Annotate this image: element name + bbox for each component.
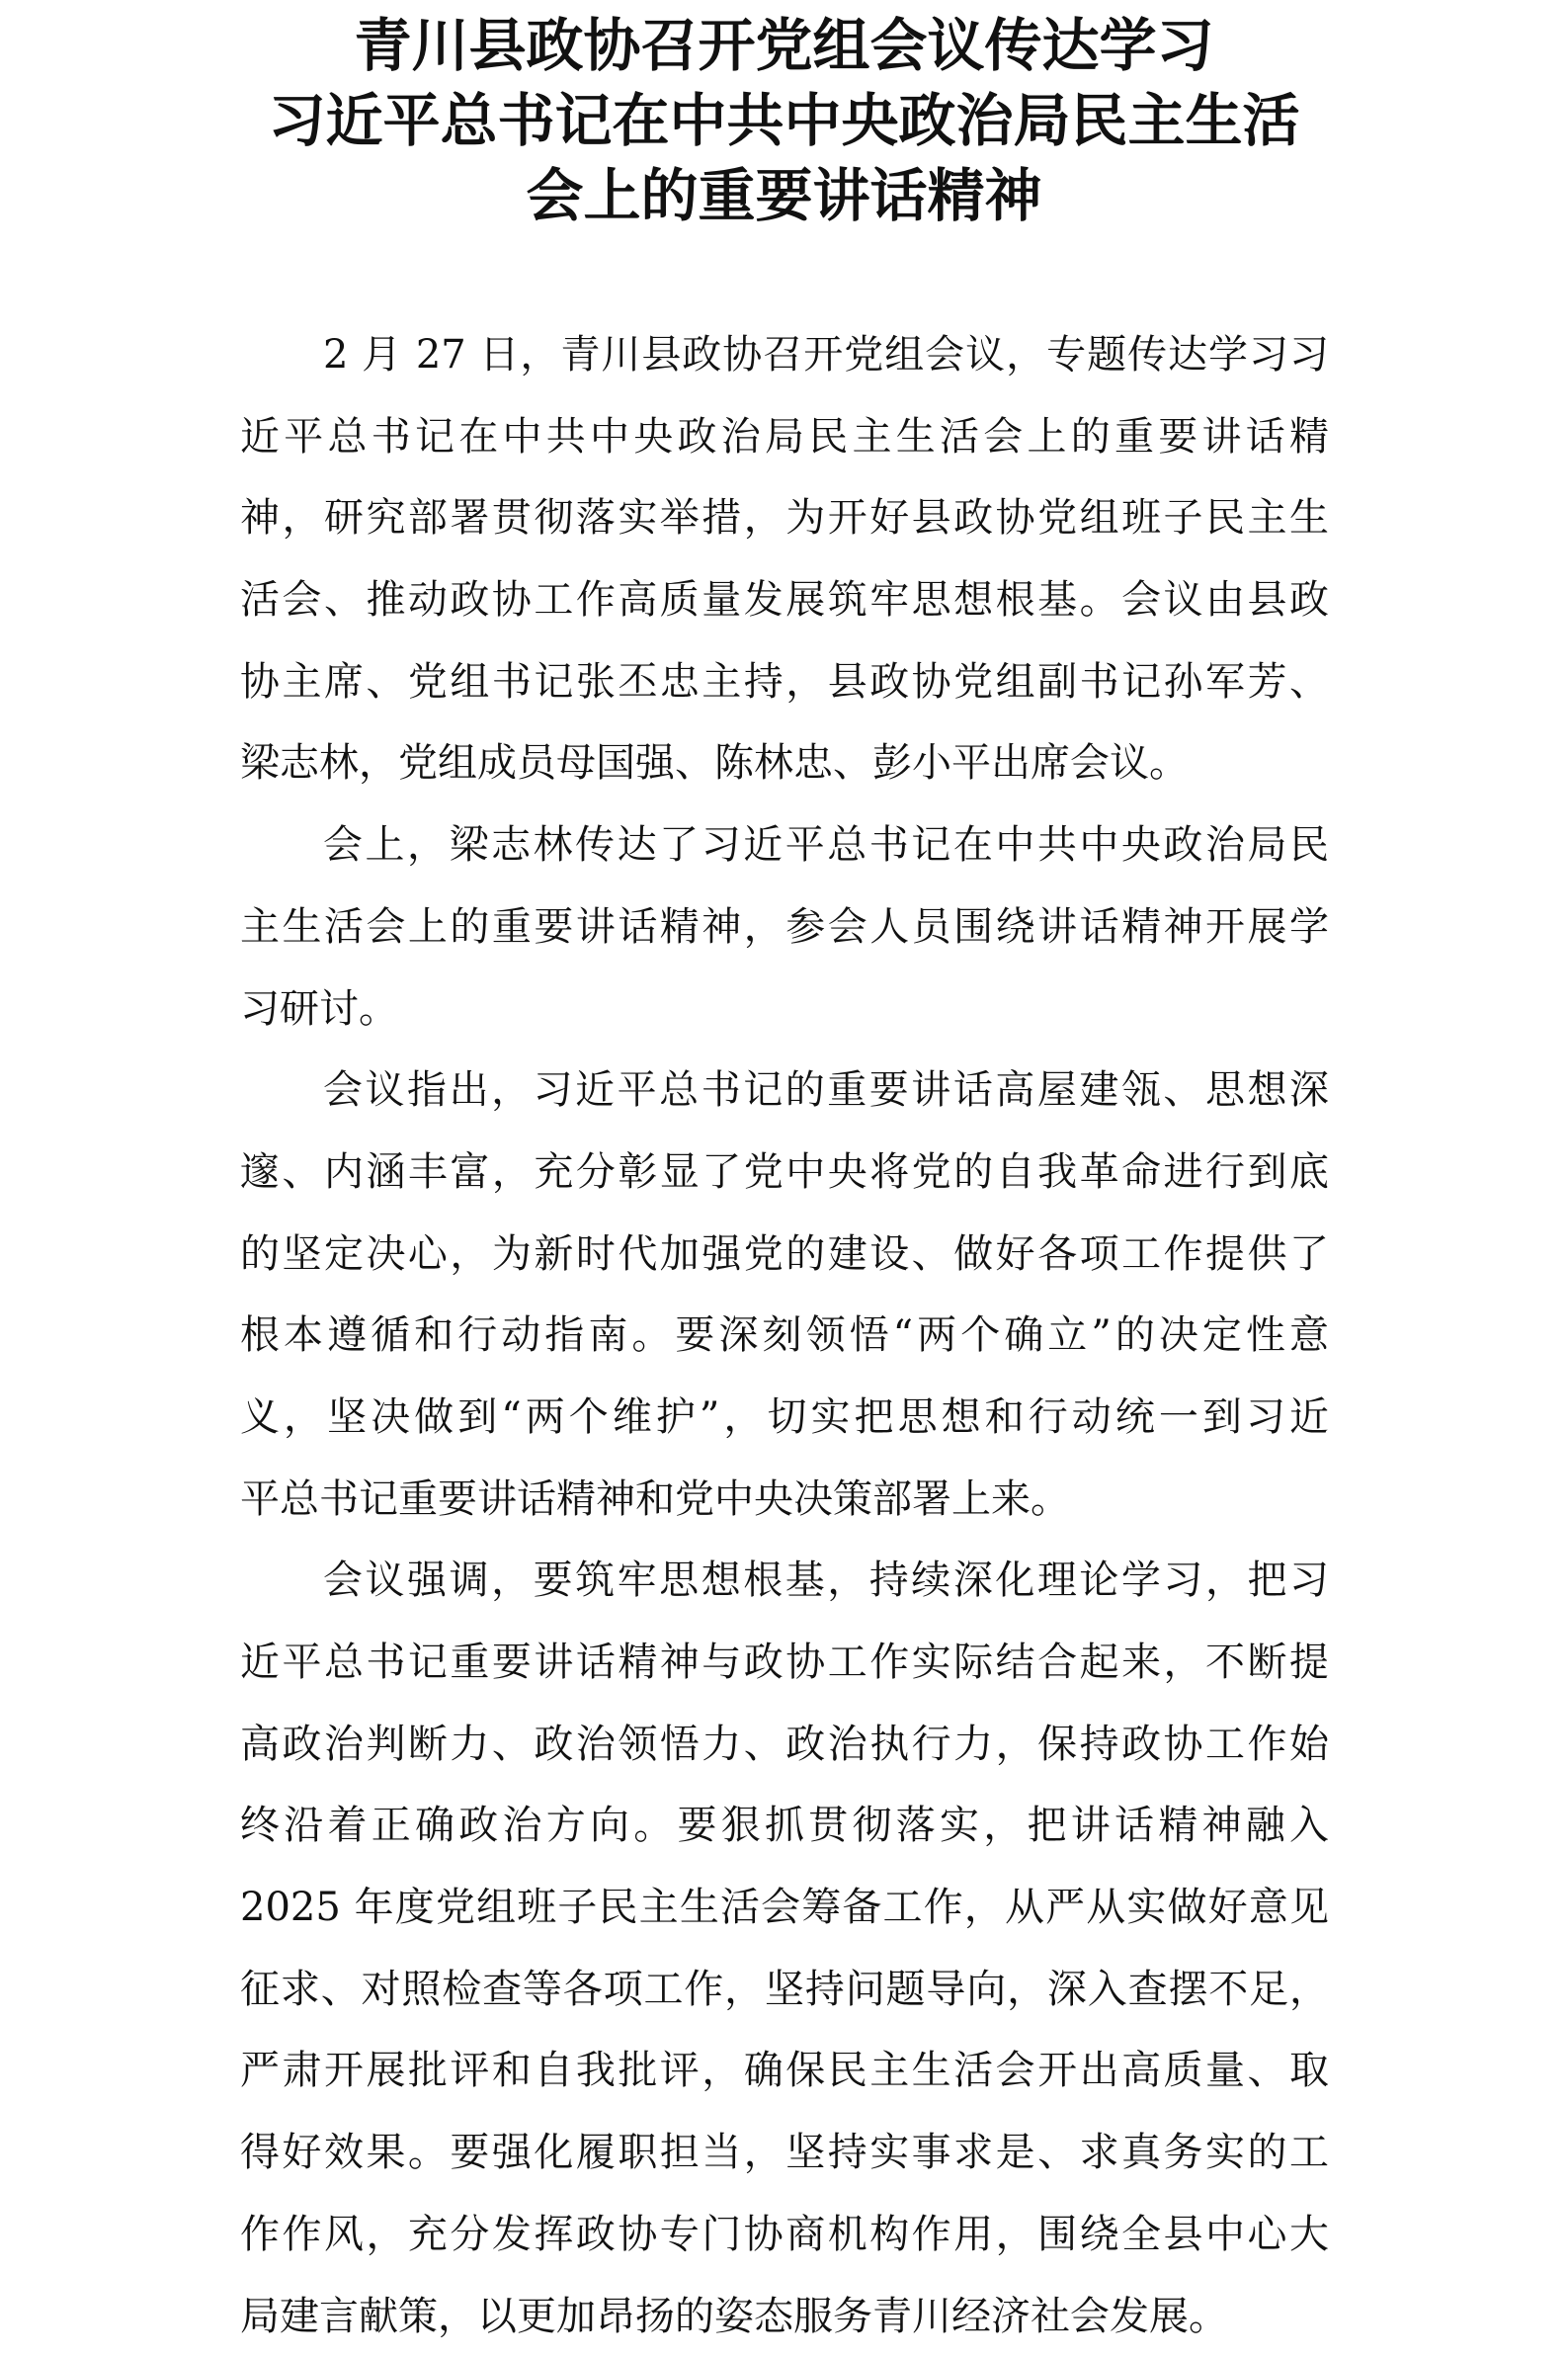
paragraph-line: 主生活会上的重要讲话精神，参会人员围绕讲话精神开展学 bbox=[240, 886, 1329, 968]
paragraph-line: 2 月 27 日，青川县政协召开党组会议，专题传达学习习 bbox=[240, 314, 1329, 396]
paragraph-line: 得好效果。要强化履职担当，坚持实事求是、求真务实的工 bbox=[240, 2112, 1329, 2194]
paragraph-line: 近平总书记在中共中央政治局民主生活会上的重要讲话精 bbox=[240, 396, 1329, 478]
paragraph-line: 会议强调，要筑牢思想根基，持续深化理论学习，把习 bbox=[240, 1540, 1329, 1622]
paragraph-line: 作作风，充分发挥政协专门协商机构作用，围绕全县中心大 bbox=[240, 2194, 1329, 2276]
paragraph bbox=[240, 1540, 1329, 2357]
paragraph bbox=[240, 314, 1329, 804]
paragraph-line: 习研讨。 bbox=[240, 968, 1329, 1051]
paragraph-line: 征求、对照检查等各项工作，坚持问题导向，深入查摆不足， bbox=[240, 1949, 1329, 2031]
paragraph-line: 严肃开展批评和自我批评，确保民主生活会开出高质量、取 bbox=[240, 2030, 1329, 2112]
paragraph-line: 活会、推动政协工作高质量发展筑牢思想根基。会议由县政 bbox=[240, 559, 1329, 641]
paragraph bbox=[240, 804, 1329, 1050]
paragraph-line: 根本遵循和行动指南。要深刻领悟“两个确立”的决定性意 bbox=[240, 1295, 1329, 1377]
paragraph-line: 协主席、党组书记张丕忠主持，县政协党组副书记孙军芳、 bbox=[240, 641, 1329, 723]
paragraph-line: 梁志林，党组成员母国强、陈林忠、彭小平出席会议。 bbox=[240, 722, 1329, 804]
paragraph-line: 会议指出，习近平总书记的重要讲话高屋建瓴、思想深 bbox=[240, 1050, 1329, 1132]
paragraph-line: 局建言献策，以更加昂扬的姿态服务青川经济社会发展。 bbox=[240, 2276, 1329, 2357]
paragraph-line: 高政治判断力、政治领悟力、政治执行力，保持政协工作始 bbox=[240, 1704, 1329, 1786]
paragraph-line: 的坚定决心，为新时代加强党的建设、做好各项工作提供了 bbox=[240, 1214, 1329, 1296]
paragraph-line: 义，坚决做到“两个维护”，切实把思想和行动统一到习近 bbox=[240, 1377, 1329, 1459]
paragraph-line: 2025 年度党组班子民主生活会筹备工作，从严从实做好意见 bbox=[240, 1867, 1329, 1949]
title-line: 青川县政协召开党组会议传达学习 bbox=[0, 8, 1568, 83]
paragraph bbox=[240, 1050, 1329, 1540]
paragraph-line: 神，研究部署贯彻落实举措，为开好县政协党组班子民主生 bbox=[240, 477, 1329, 559]
paragraph-line: 近平总书记重要讲话精神与政协工作实际结合起来，不断提 bbox=[240, 1622, 1329, 1704]
paragraph-line: 终沿着正确政治方向。要狠抓贯彻落实，把讲话精神融入 bbox=[240, 1785, 1329, 1867]
article-title bbox=[0, 8, 1568, 233]
paragraph-line: 会上，梁志林传达了习近平总书记在中共中央政治局民 bbox=[240, 804, 1329, 886]
title-line: 会上的重要讲话精神 bbox=[0, 158, 1568, 233]
article-body bbox=[240, 314, 1329, 2357]
paragraph-line: 邃、内涵丰富，充分彰显了党中央将党的自我革命进行到底 bbox=[240, 1132, 1329, 1214]
title-line: 习近平总书记在中共中央政治局民主生活 bbox=[0, 83, 1568, 158]
paragraph-line: 平总书记重要讲话精神和党中央决策部署上来。 bbox=[240, 1459, 1329, 1541]
